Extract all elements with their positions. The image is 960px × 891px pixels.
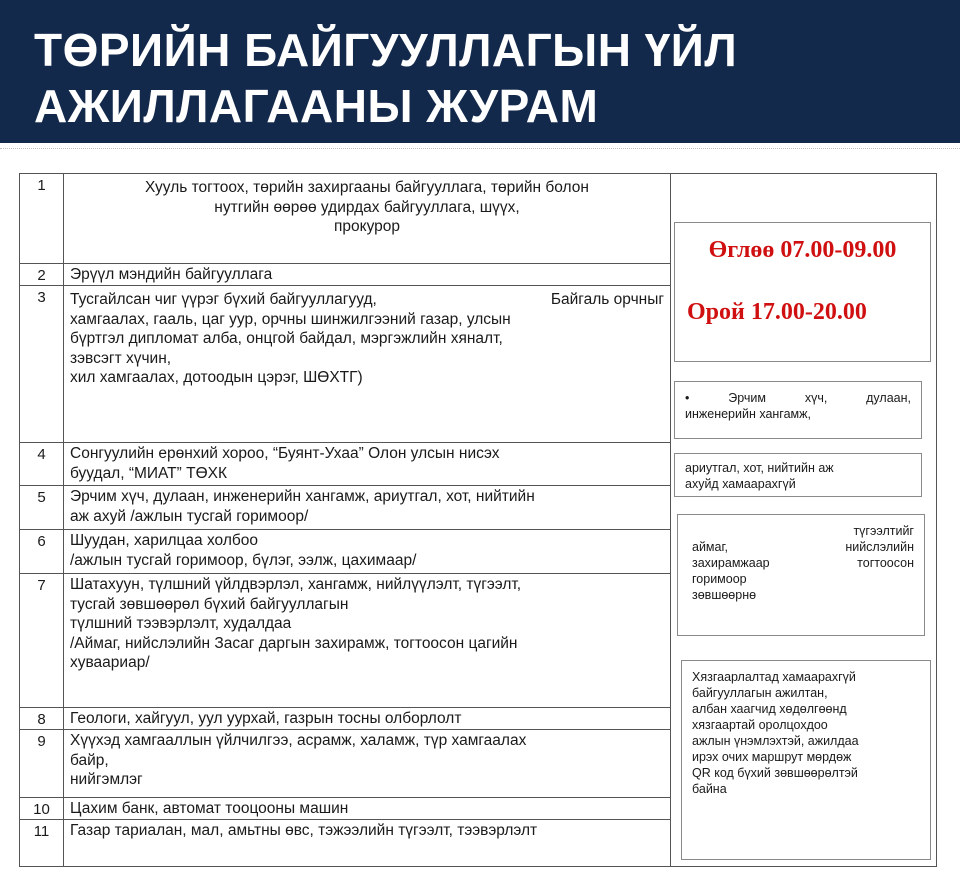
row-text bbox=[70, 709, 664, 729]
row-line: Сонгуулийн ерөнхий хороо, “Буянт-Ухаа” Олон улсын нисэх bbox=[70, 445, 500, 462]
qr-note bbox=[681, 660, 931, 860]
table-row bbox=[20, 798, 670, 820]
row-number: 1 bbox=[20, 174, 64, 263]
row-number: 11 bbox=[20, 820, 64, 866]
row-text bbox=[70, 487, 664, 526]
row-text bbox=[70, 444, 664, 483]
note-line bbox=[692, 555, 914, 571]
note-line: ажлын үнэмлэхтэй, ажилдаа bbox=[692, 734, 859, 748]
note-line: түгээлтийг bbox=[853, 524, 914, 538]
row-text bbox=[70, 178, 664, 237]
row-line: хуваариар/ bbox=[70, 654, 150, 671]
table-row bbox=[20, 486, 670, 530]
note-line: инженерийн хангамж, bbox=[685, 407, 811, 421]
row-number: 10 bbox=[20, 798, 64, 819]
row-line: хил хамгаалах, дотоодын цэрэг, ШӨХТГ) bbox=[70, 369, 363, 386]
row-line: бүртгэл дипломат алба, онцгой байдал, мэргэжлийн хяналт, bbox=[70, 330, 503, 347]
row-number: 9 bbox=[20, 730, 64, 797]
row-line: Эрчим хүч, дулаан, инженерийн хангамж, ариутгал, хот, нийтийн bbox=[70, 488, 535, 505]
note-line: зөвшөөрнө bbox=[692, 588, 757, 602]
evening-hours: Орой 17.00-20.00 bbox=[687, 299, 867, 325]
row-number: 2 bbox=[20, 264, 64, 285]
note-word: нийслэлийн bbox=[845, 540, 914, 554]
row-line: байр, bbox=[70, 751, 109, 769]
note-line bbox=[685, 390, 911, 406]
note-line bbox=[692, 539, 914, 555]
fuel-note bbox=[677, 514, 925, 636]
row-line: /Аймаг, нийслэлийн Засаг даргын захирамж, тогтоосон цагийн bbox=[70, 634, 518, 652]
sanitation-note bbox=[674, 453, 922, 497]
note-line: байна bbox=[692, 782, 727, 796]
row-line: Шуудан, харилцаа холбоо bbox=[70, 532, 258, 549]
row-line: Шатахуун, түлшний үйлдвэрлэл, хангамж, нийлүүлэлт, түгээлт, bbox=[70, 576, 522, 593]
row-line: Хүүхэд хамгааллын үйлчилгээ, асрамж, халамж, түр хамгаалах bbox=[70, 732, 527, 749]
note-word: аймаг, bbox=[692, 540, 728, 554]
row-text bbox=[70, 290, 664, 388]
row-line: Цахим банк, автомат тооцооны машин bbox=[70, 800, 349, 817]
row-line: буудал, “МИАТ” ТӨХК bbox=[70, 464, 228, 482]
note-line: албан хаагчид хөдөлгөөнд bbox=[692, 702, 847, 716]
row-text bbox=[70, 575, 664, 673]
note-word: тогтоосон bbox=[857, 556, 914, 570]
row-line: хамгаалах, гааль, цаг уур, орчны шинжилгээний газар, улсын bbox=[70, 310, 511, 328]
note-line: горимоор bbox=[692, 572, 747, 586]
row-line: Газар тариалан, мал, амьтны өвс, тэжээлийн түгээлт, тээвэрлэлт bbox=[70, 822, 538, 839]
row-line: Хууль тогтоох, төрийн захиргааны байгууллага, төрийн болон bbox=[145, 179, 589, 196]
row-text bbox=[70, 731, 664, 790]
row-line: Геологи, хайгуул, уул уурхай, газрын тосны олборлолт bbox=[70, 710, 462, 727]
row-line: нийгэмлэг bbox=[70, 771, 143, 788]
row-number: 8 bbox=[20, 708, 64, 729]
note-word: Эрчим bbox=[728, 391, 766, 405]
hours-box bbox=[674, 222, 931, 362]
row-line: прокурор bbox=[333, 218, 401, 235]
table-row bbox=[20, 530, 670, 574]
dotted-divider bbox=[0, 148, 960, 149]
note-line: ирэх очих маршрут мөрдөж bbox=[692, 750, 852, 764]
row-text bbox=[70, 531, 664, 570]
note-word: хүч, bbox=[804, 391, 828, 405]
note-line: ахуйд хамаарахгүй bbox=[685, 477, 796, 491]
row-number: 4 bbox=[20, 443, 64, 485]
row-text bbox=[70, 821, 664, 841]
row-line: тусгай зөвшөөрөл бүхий байгууллагын bbox=[70, 595, 349, 613]
table-row bbox=[20, 708, 670, 730]
row-line: Эрүүл мэндийн байгууллага bbox=[70, 266, 273, 283]
page-title bbox=[34, 22, 934, 134]
row-line: /ажлын тусгай горимоор, бүлэг, ээлж, цахимаар/ bbox=[70, 551, 417, 569]
morning-hours: Өглөө 07.00-09.00 bbox=[708, 237, 897, 263]
table-row bbox=[20, 574, 670, 708]
table-row bbox=[20, 730, 670, 798]
title-banner bbox=[0, 0, 960, 143]
row-number: 6 bbox=[20, 530, 64, 573]
note-line: Хязгаарлалтад хамаарахгүй bbox=[692, 670, 856, 684]
note-word: дулаан, bbox=[866, 391, 911, 405]
note-line: байгууллагын ажилтан, bbox=[692, 686, 828, 700]
title-line-2: АЖИЛЛАГААНЫ ЖУРАМ bbox=[34, 80, 599, 132]
organizations-table bbox=[19, 173, 671, 867]
bullet-mark: • bbox=[685, 391, 690, 405]
row-number: 5 bbox=[20, 486, 64, 529]
table-row bbox=[20, 174, 670, 264]
row-line: зэвсэгт хүчин, bbox=[70, 349, 172, 367]
row-text bbox=[70, 265, 664, 285]
row-line-part: Байгаль орчныг bbox=[550, 291, 664, 308]
row-line: нутгийн өөрөө удирдах байгууллага, шүүх, bbox=[214, 198, 520, 216]
row-number: 7 bbox=[20, 574, 64, 707]
row-text bbox=[70, 799, 664, 819]
note-line: хязгаартай оролцохдоо bbox=[692, 718, 828, 732]
note-line: QR код бүхий зөвшөөрөлтэй bbox=[692, 766, 858, 780]
row-line bbox=[70, 290, 664, 310]
note-word: захирамжаар bbox=[692, 556, 770, 570]
row-number: 3 bbox=[20, 286, 64, 442]
note-line: ариутгал, хот, нийтийн аж bbox=[685, 461, 834, 475]
title-line-1: ТӨРИЙН БАЙГУУЛЛАГЫН ҮЙЛ bbox=[34, 24, 738, 76]
table-row bbox=[20, 820, 670, 866]
row-line: түлшний тээвэрлэлт, худалдаа bbox=[70, 615, 292, 632]
table-row bbox=[20, 286, 670, 443]
table-row bbox=[20, 443, 670, 486]
table-row bbox=[20, 264, 670, 286]
row-line-part: Тусгайлсан чиг үүрэг бүхий байгууллагууд, bbox=[70, 291, 377, 308]
energy-note bbox=[674, 381, 922, 439]
row-line: аж ахуй /ажлын тусгай горимоор/ bbox=[70, 507, 309, 525]
